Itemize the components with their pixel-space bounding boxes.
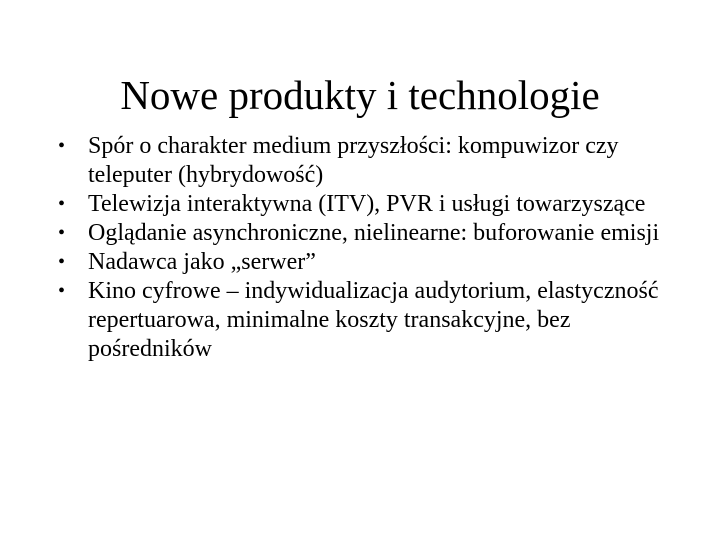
slide-title: Nowe produkty i technologie <box>120 72 600 118</box>
bullet-item <box>54 132 694 190</box>
bullet-item <box>54 190 694 219</box>
bullet-list <box>54 132 694 364</box>
bullet-dot-icon: • <box>58 135 66 157</box>
bullet-text: Kino cyfrowe – indywidualizacja audytorium, elastyczność repertuarowa, minimalne koszty transakcyjne, bez pośredników <box>88 278 659 362</box>
bullet-text: Oglądanie asynchroniczne, nielinearne: buforowanie emisji <box>88 220 660 246</box>
bullet-text: Nadawca jako „serwer” <box>88 249 316 275</box>
bullet-item <box>54 248 694 277</box>
bullet-text: Telewizja interaktywna (ITV), PVR i usługi towarzyszące <box>88 191 646 217</box>
bullet-dot-icon: • <box>58 251 66 273</box>
bullet-item <box>54 277 694 364</box>
bullet-dot-icon: • <box>58 222 66 244</box>
bullet-text: Spór o charakter medium przyszłości: kompuwizor czy teleputer (hybrydowość) <box>88 133 619 188</box>
bullet-dot-icon: • <box>58 280 66 302</box>
bullet-item <box>54 219 694 248</box>
bullet-dot-icon: • <box>58 193 66 215</box>
